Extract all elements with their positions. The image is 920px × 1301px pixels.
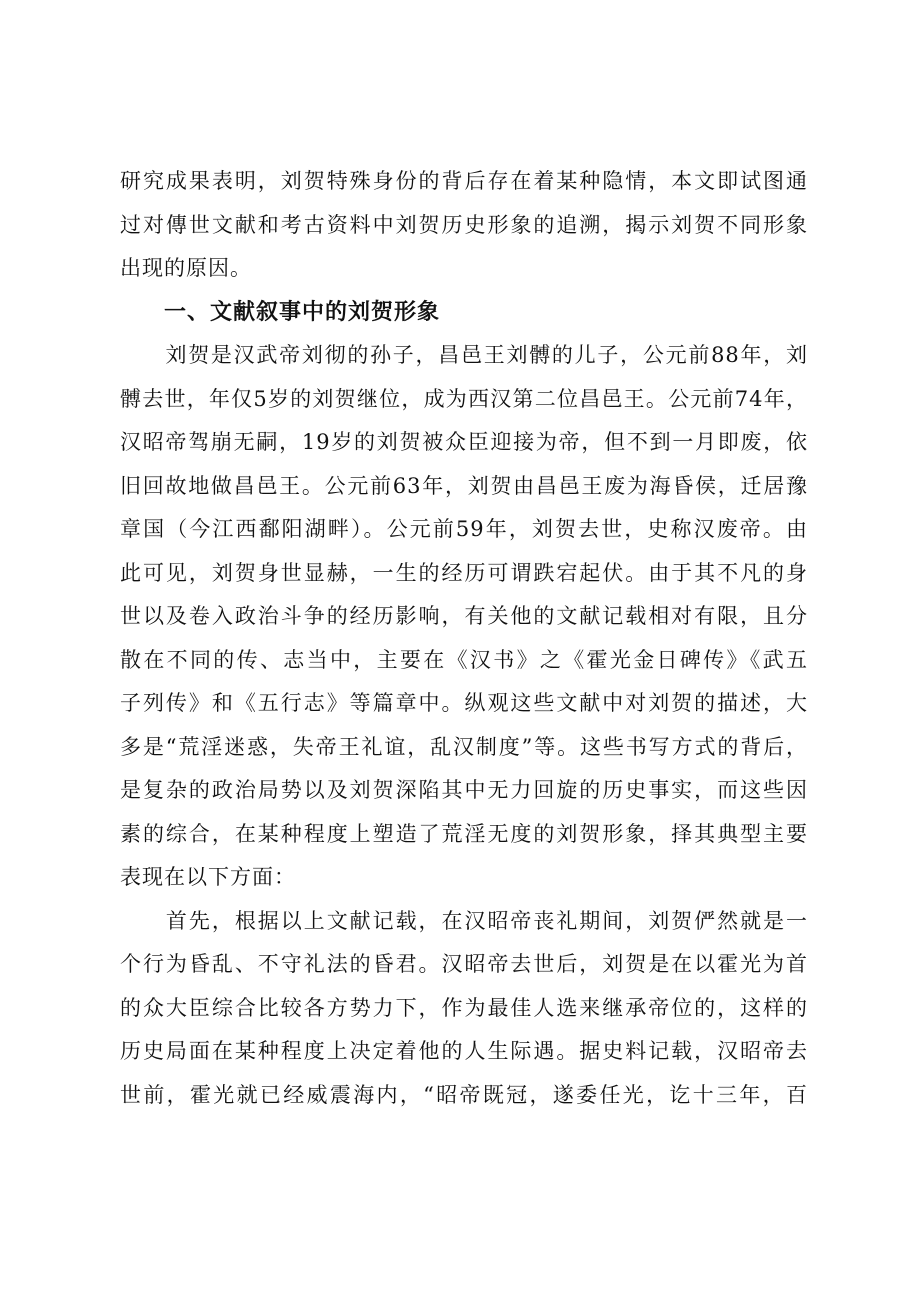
body-paragraph-2	[120, 900, 808, 1118]
text-line: 章国（今江西鄱阳湖畔）。公元前59年，刘贺去世，史称汉废帝。由	[120, 517, 808, 541]
section-heading: 一、文献叙事中的刘贺形象	[164, 299, 441, 325]
text-line: 是复杂的政治局势以及刘贺深陷其中无力回旋的历史事实，而这些因	[120, 778, 808, 802]
text-line: 世以及卷入政治斗争的经历影响，有关他的文献记载相对有限，且分	[120, 604, 808, 628]
text-line: 历史局面在某种程度上决定着他的人生际遇。据史料记载，汉昭帝去	[120, 1039, 808, 1063]
text-line: 世前，霍光就已经威震海内，“昭帝既冠，遂委任光，讫十三年，百	[120, 1082, 808, 1107]
text-line: 髆去世，年仅5岁的刘贺继位，成为西汉第二位昌邑王。公元前74年，	[120, 386, 808, 411]
text-line: 汉昭帝驾崩无嗣，19岁的刘贺被众臣迎接为帝，但不到一月即废，依	[120, 430, 808, 454]
text-line: 出现的原因。	[120, 256, 252, 280]
text-line: 素的综合，在某种程度上塑造了荒淫无度的刘贺形象，择其典型主要	[120, 821, 808, 846]
intro-paragraph	[120, 160, 808, 291]
text-line: 散在不同的传、志当中，主要在《汉书》之《霍光金日碑传》《武五	[120, 647, 808, 672]
text-line: 个行为昏乱、不守礼法的昏君。汉昭帝去世后，刘贺是在以霍光为首	[120, 952, 808, 976]
text-line: 刘贺是汉武帝刘彻的孙子，昌邑王刘髆的儿子，公元前88年，刘	[120, 343, 808, 367]
body-paragraph-1	[120, 334, 808, 900]
text-line: 首先，根据以上文献记载，在汉昭帝丧礼期间，刘贺俨然就是一	[120, 908, 808, 933]
document-page	[120, 160, 808, 1117]
text-line: 过对傳世文献和考古资料中刘贺历史形象的追溯，揭示刘贺不同形象	[120, 212, 808, 237]
text-line: 的众大臣综合比较各方势力下，作为最佳人选来继承帝位的，这样的	[120, 995, 808, 1020]
text-line: 多是“荒淫迷惑，失帝王礼谊，乱汉制度”等。这些书写方式的背后，	[120, 734, 808, 759]
text-line: 表现在以下方面：	[120, 865, 296, 889]
text-line: 子列传》和《五行志》等篇章中。纵观这些文献中对刘贺的描述，大	[120, 691, 808, 715]
text-line: 研究成果表明，刘贺特殊身份的背后存在着某种隐情，本文即试图通	[120, 169, 808, 193]
text-line: 旧回故地做昌邑王。公元前63年，刘贺由昌邑王废为海昏侯，迁居豫	[120, 473, 808, 498]
text-line: 此可见，刘贺身世显赫，一生的经历可谓跌宕起伏。由于其不凡的身	[120, 560, 808, 585]
